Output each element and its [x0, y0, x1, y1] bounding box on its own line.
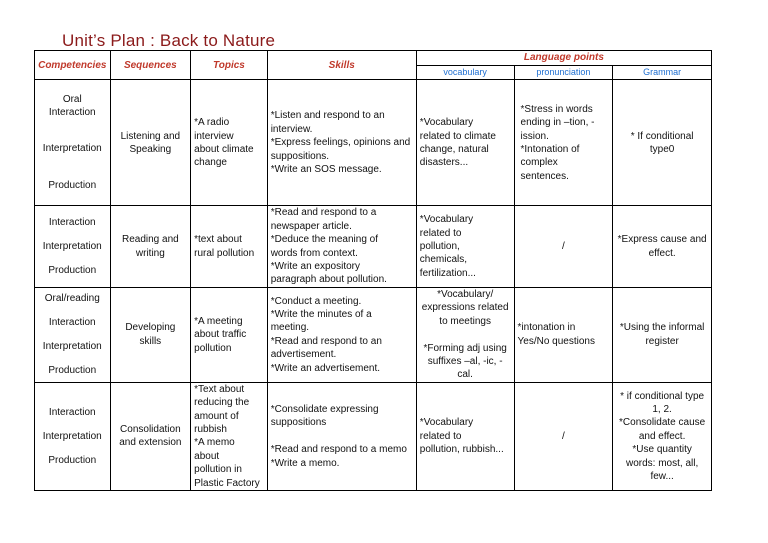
sequence-cell: Listening and Speaking: [110, 80, 191, 206]
skills-cell: *Consolidate expressing suppositions *Read and respond to a memo *Write a memo.: [267, 382, 416, 490]
competency: Interaction: [48, 406, 96, 418]
competencies-cell: [35, 287, 111, 382]
vocabulary-cell: *Vocabulary related to pollution, rubbish...: [416, 382, 514, 490]
competency: Production: [48, 180, 97, 192]
grammar-cell: * if conditional type 1, 2. *Consolidate cause and effect. *Use quantity words: most, all, few...: [613, 382, 712, 490]
topic-cell: *A radio interview about climate change: [191, 80, 268, 206]
competency: Oral Interaction: [48, 94, 96, 119]
grammar-cell: *Using the informal register: [613, 287, 712, 382]
topic-cell: *Text about reducing the amount of rubbish *A memo about pollution in Plastic Factory: [191, 382, 268, 490]
competency: Production: [48, 454, 97, 466]
competency: Interpretation: [42, 241, 102, 253]
competency: Interaction: [48, 317, 96, 329]
table-row: [35, 382, 712, 490]
header-competencies: Competencies: [35, 51, 111, 80]
header-sequences: Sequences: [110, 51, 191, 80]
competency: Production: [48, 365, 97, 377]
vocabulary-cell: *Vocabulary related to climate change, natural disasters...: [416, 80, 514, 206]
pronunciation-cell: *intonation in Yes/No questions: [514, 287, 613, 382]
competency: Oral/reading: [44, 293, 100, 305]
vocabulary-cell: *Vocabulary related to pollution, chemicals, fertilization...: [416, 206, 514, 287]
pronunciation-cell: *Stress in words ending in –tion, - ission. *Intonation of complex sentences.: [514, 80, 613, 206]
table-row: [35, 206, 712, 287]
pronunciation-cell: /: [514, 382, 613, 490]
table-row: [35, 287, 712, 382]
header-language-points: Language points: [416, 51, 711, 66]
header-topics: Topics: [191, 51, 268, 80]
page-title: Unit’s Plan : Back to Nature: [62, 31, 276, 50]
competency: Interpretation: [42, 341, 102, 353]
unit-plan-table: [34, 50, 712, 491]
vocabulary-cell: *Vocabulary/ expressions related to meetings *Forming adj using suffixes –al, -ic, - cal.: [416, 287, 514, 382]
competencies-cell: [35, 80, 111, 206]
header-pronunciation: pronunciation: [514, 66, 613, 80]
header-vocabulary: vocabulary: [416, 66, 514, 80]
skills-cell: *Conduct a meeting. *Write the minutes of a meeting. *Read and respond to an advertisement. *Write an advertisement.: [267, 287, 416, 382]
competencies-cell: [35, 206, 111, 287]
pronunciation-cell: /: [514, 206, 613, 287]
competency: Production: [48, 265, 97, 277]
skills-cell: *Listen and respond to an interview. *Express feelings, opinions and suppositions. *Write an SOS message.: [267, 80, 416, 206]
topic-cell: *A meeting about traffic pollution: [191, 287, 268, 382]
sequence-cell: Reading and writing: [110, 206, 191, 287]
sequence-cell: Consolidation and extension: [110, 382, 191, 490]
competency: Interaction: [48, 217, 96, 229]
table-row: [35, 80, 712, 206]
competency: Interpretation: [42, 143, 102, 155]
grammar-cell: * If conditional type0: [613, 80, 712, 206]
topic-cell: *text about rural pollution: [191, 206, 268, 287]
header-skills: Skills: [267, 51, 416, 80]
sequence-cell: Developing skills: [110, 287, 191, 382]
competency: Interpretation: [42, 430, 102, 442]
header-grammar: Grammar: [613, 66, 712, 80]
grammar-cell: *Express cause and effect.: [613, 206, 712, 287]
competencies-cell: [35, 382, 111, 490]
skills-cell: *Read and respond to a newspaper article. *Deduce the meaning of words from context. *Write an expository paragraph about pollution.: [267, 206, 416, 287]
